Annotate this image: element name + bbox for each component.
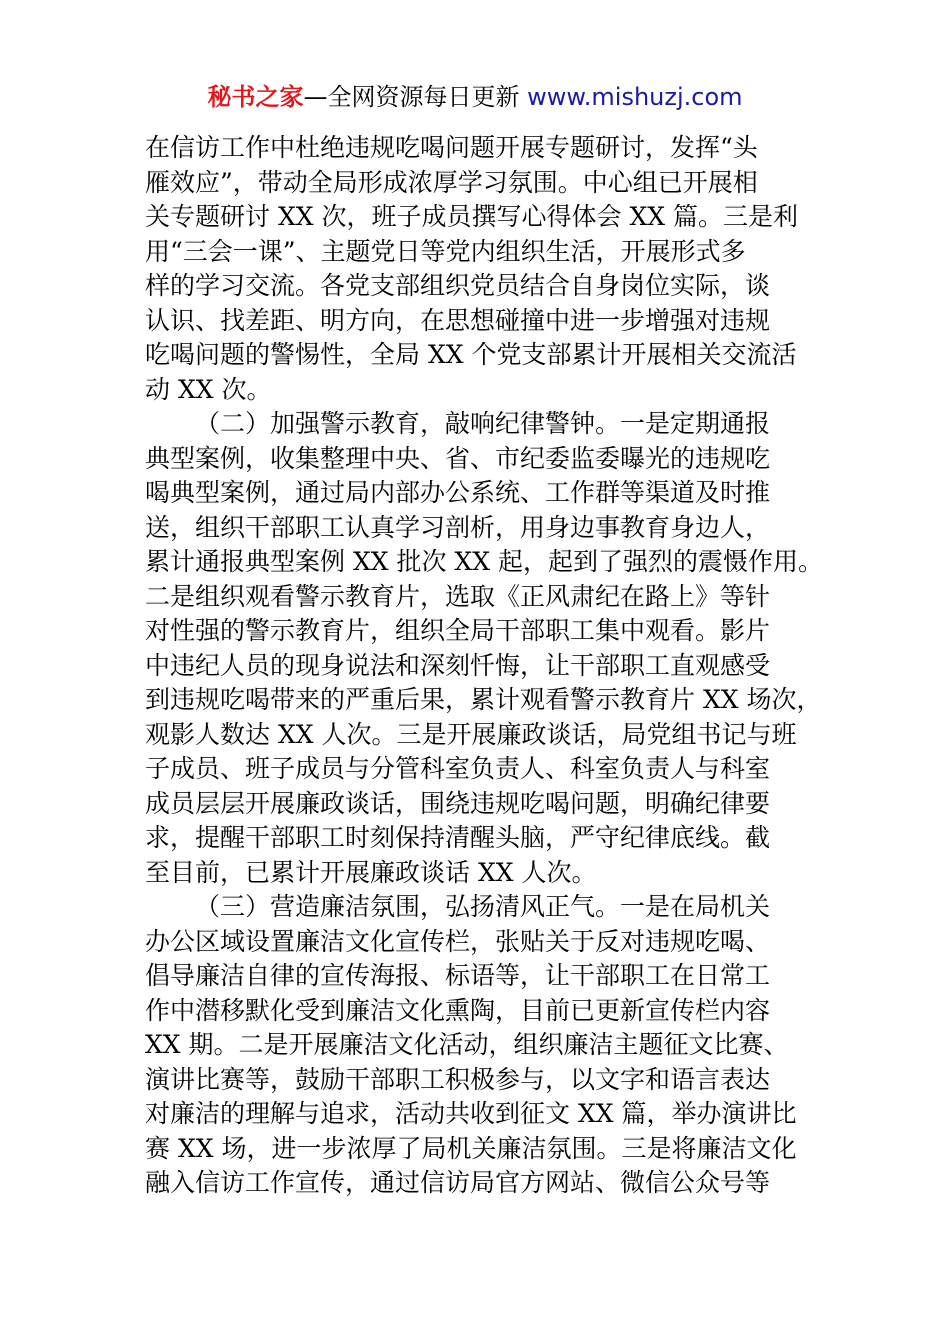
text-line: 雁效应”，带动全局形成浓厚学习氛围。中心组已开展相 (145, 167, 758, 197)
text-line: 认识、找差距、明方向，在思想碰撞中进一步增强对违规 (145, 305, 771, 335)
text-line: 到违规吃喝带来的严重后果，累计观看警示教育片 XX 场次， (145, 685, 822, 714)
text-line: 用“三会一课”、主题党日等党内组织生活，开展形式多 (145, 236, 746, 266)
text-line: 累计通报典型案例 XX 批次 XX 起，起到了强烈的震慑作用。 (145, 547, 823, 576)
text-line: 观影人数达 XX 人次。三是开展廉政谈话，局党组书记与班 (145, 719, 797, 749)
text-line: （二）加强警示教育，敲响纪律警钟。一是定期通报 (195, 409, 771, 438)
header-brand: 秘书之家 (207, 83, 304, 111)
document-body (145, 131, 835, 1201)
text-line: 子成员、班子成员与分管科室负责人、科室负责人与科室 (145, 754, 771, 783)
text-line: 对廉洁的理解与追求，活动共收到征文 XX 篇，举办演讲比 (145, 1099, 797, 1128)
text-line: 动 XX 次。 (145, 374, 272, 404)
text-line: 样的学习交流。各党支部组织党员结合自身岗位实际，谈 (145, 271, 771, 300)
header-site-link[interactable]: www.mishuzj.com (527, 83, 743, 111)
site-header (0, 80, 950, 114)
text-line: 对性强的警示教育片，组织全局干部职工集中观看。影片 (145, 616, 771, 645)
text-line: 至目前，已累计开展廉政谈话 XX 人次。 (145, 857, 597, 887)
text-line: 送，组织干部职工认真学习剖析，用身边事教育身边人， (145, 512, 771, 542)
text-line: 中违纪人员的现身说法和深刻忏悔，让干部职工直观感受 (145, 650, 771, 680)
text-line: （三）营造廉洁氛围，弘扬清风正气。一是在局机关 (195, 892, 771, 921)
text-line: 吃喝问题的警惕性，全局 XX 个党支部累计开展相关交流活 (145, 340, 797, 369)
text-line: 求，提醒干部职工时刻保持清醒头脑，严守纪律底线。截 (145, 823, 771, 852)
text-line: 办公区域设置廉洁文化宣传栏，张贴关于反对违规吃喝、 (145, 926, 771, 956)
text-line: 二是组织观看警示教育片，选取《正风肃纪在路上》等针 (145, 581, 771, 611)
text-line: 关专题研讨 XX 次，班子成员撰写心得体会 XX 篇。三是利 (145, 202, 798, 231)
text-line: 典型案例，收集整理中央、省、市纪委监委曝光的违规吃 (145, 443, 771, 473)
text-line: 融入信访工作宣传，通过信访局官方网站、微信公众号等 (145, 1168, 771, 1197)
text-line: 成员层层开展廉政谈话，围绕违规吃喝问题，明确纪律要 (145, 788, 771, 818)
text-line: 喝典型案例，通过局内部办公系统、工作群等渠道及时推 (145, 478, 771, 507)
text-line: 在信访工作中杜绝违规吃喝问题开展专题研讨，发挥“头 (145, 133, 758, 162)
text-line: 作中潜移默化受到廉洁文化熏陶，目前已更新宣传栏内容 (145, 995, 771, 1025)
paragraph-1 (145, 131, 835, 407)
text-line: 赛 XX 场，进一步浓厚了局机关廉洁氛围。三是将廉洁文化 (145, 1133, 797, 1163)
text-line: 演讲比赛等，鼓励干部职工积极参与，以文字和语言表达 (145, 1064, 771, 1094)
text-line: XX 期。二是开展廉洁文化活动，组织廉洁主题征文比赛、 (145, 1030, 789, 1059)
text-line: 倡导廉洁自律的宣传海报、标语等，让干部职工在日常工 (145, 961, 771, 990)
paragraph-3 (145, 890, 835, 1201)
header-tagline: —全网资源每日更新 (303, 83, 528, 111)
paragraph-2 (145, 407, 835, 890)
